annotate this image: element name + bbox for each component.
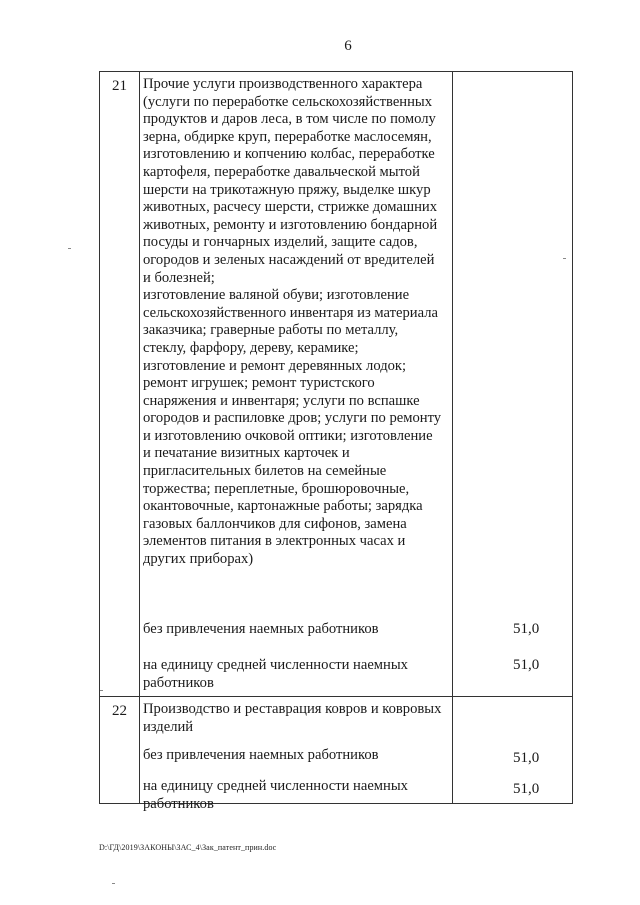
variant-label: на единицу средней численности наемных работников (143, 657, 408, 691)
row-number: 22 (100, 697, 140, 804)
row-description-cell (140, 72, 453, 697)
row-description-cell (140, 697, 453, 812)
scan-speck (563, 258, 566, 259)
variant-label: на единицу средней численности наемных работников (143, 778, 408, 812)
variant-row (140, 621, 453, 639)
service-title: Производство и реставрация ковров и ковровых изделий (143, 701, 442, 735)
variant-label: без привлечения наемных работников (143, 621, 379, 637)
variant-value: 51,0 (513, 657, 540, 673)
variant-value: 51,0 (513, 781, 540, 797)
variant-row (140, 778, 418, 813)
row-number: 21 (100, 72, 140, 697)
variant-value: 51,0 (513, 621, 540, 637)
table-row (100, 72, 573, 697)
variant-row (140, 747, 453, 765)
services-table (99, 71, 573, 812)
scan-speck (112, 883, 115, 884)
file-path-footer: D:\ГД\2019\ЗАКОНЫ\ЗАС_4\Зак_патент_прин.doc (99, 843, 277, 852)
page-number: 6 (344, 38, 352, 54)
table-row (100, 697, 573, 804)
scan-speck (68, 248, 71, 249)
row-value-cell (453, 72, 573, 697)
variant-row (140, 657, 418, 692)
scan-speck (100, 690, 103, 691)
service-title: Прочие услуги производственного характера (услуги по переработке сельскохозяйственных продуктов и даров леса, в том числе по помолу зерна, обдирке круп, переработке маслосемян, изготовлению и копчению колбас, переработке картофеля, переработке давальческой мытой шерсти на трикотажную пряжу, выделке шкур животных, расчесу шерсти, стрижке домашних животных, ремонту и изготовлению бондарной посуды и гончарных изделий, защите садов, огородов и зеленых насаждений от вредителей и болезней; изготовление валяной обуви; изготовление сельскохозяйственного инвентаря из материала заказчика; граверные работы по металлу, стеклу, фарфору, дереву, керамике; изготовление и ремонт деревянных лодок; ремонт игрушек; ремонт туристского снаряжения и инвентаря; услуги по вспашке огородов и распиловке дров; услуги по ремонту и изготовлению очковой оптики; изготовление и печатание визитных карточек и пригласительных билетов на семейные торжества; переплетные, брошюровочные, окантовочные, картонажные работы; зарядка газовых баллончиков для сифонов, замена элементов питания в электронных часах и других приборах) (143, 76, 442, 568)
variant-label: без привлечения наемных работников (143, 747, 379, 763)
variant-value: 51,0 (513, 750, 540, 766)
